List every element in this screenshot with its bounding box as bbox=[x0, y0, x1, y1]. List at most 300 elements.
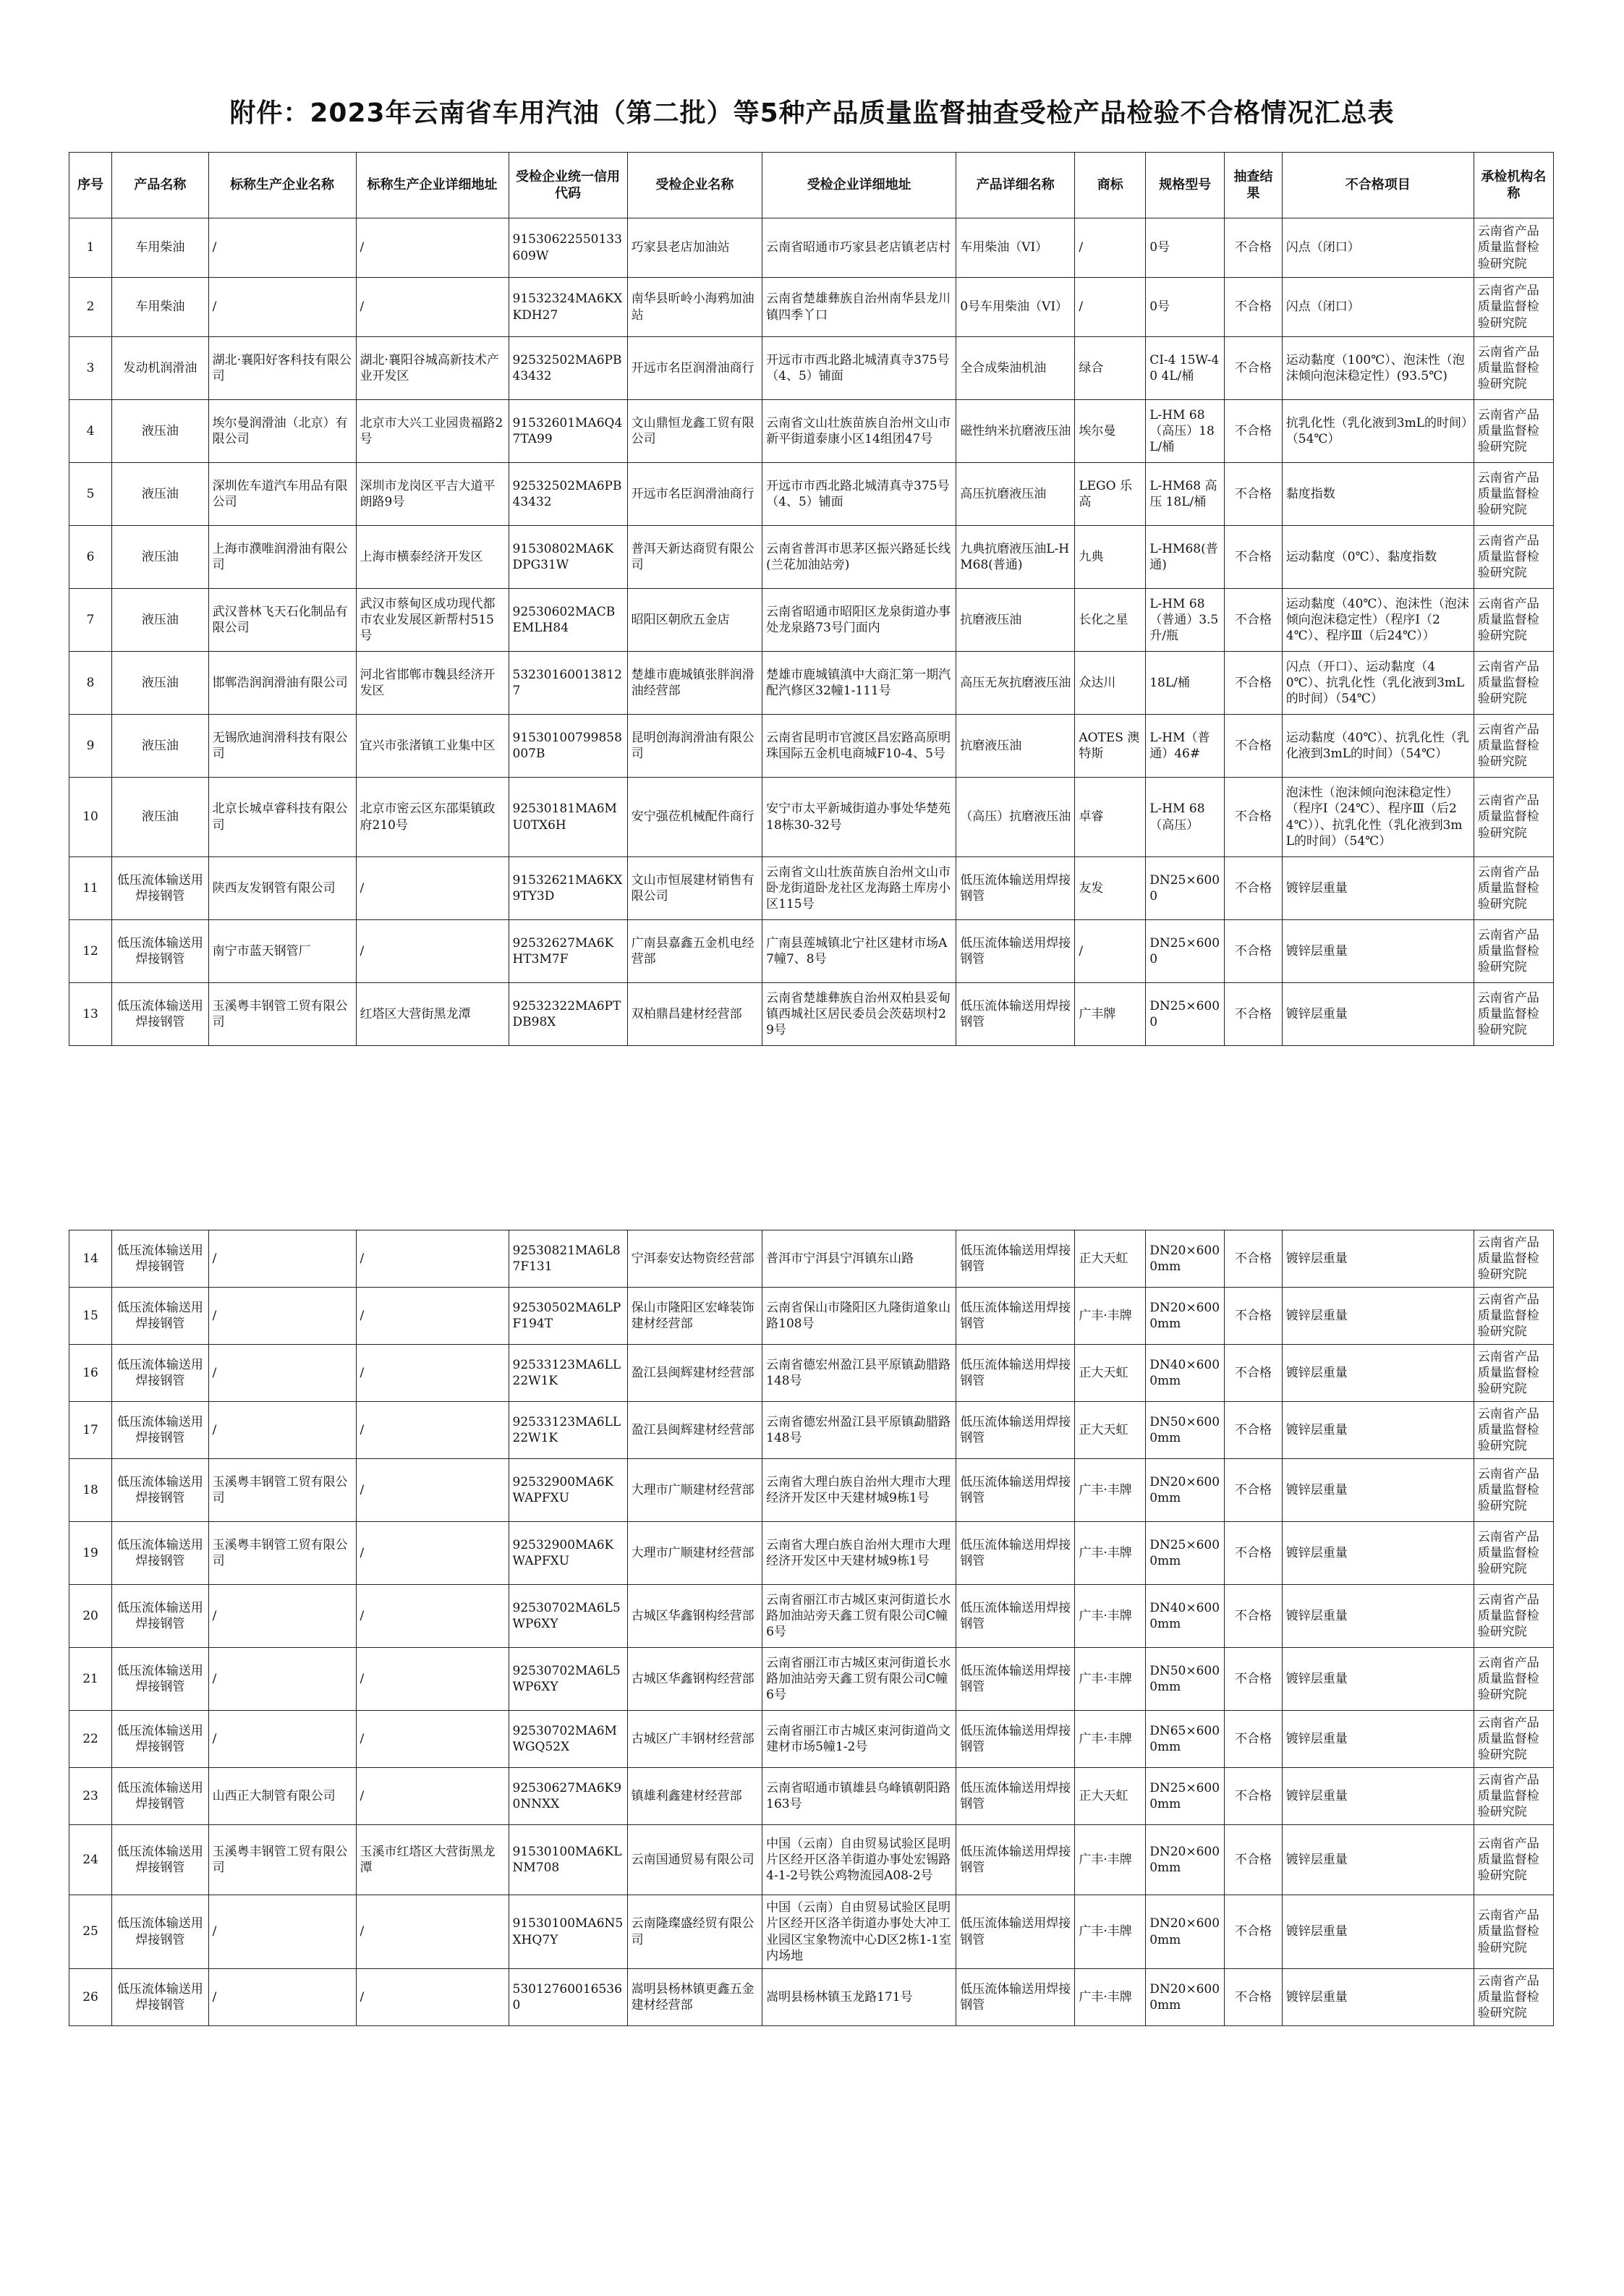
table-row bbox=[69, 1648, 1554, 1711]
cell-product-name: 液压油 bbox=[112, 526, 209, 589]
table-row bbox=[69, 1969, 1554, 2026]
cell-trademark: 广丰·丰牌 bbox=[1075, 1711, 1146, 1768]
cell-company-address: 云南省丽江市古城区束河街道长水路加油站旁天鑫工贸有限公司C幢6号 bbox=[762, 1648, 956, 1711]
cell-result: 不合格 bbox=[1225, 463, 1283, 526]
cell-manufacturer-address: 宜兴市张渚镇工业集中区 bbox=[356, 715, 509, 778]
cell-trademark: 广丰·丰牌 bbox=[1075, 1648, 1146, 1711]
cell-spec-model: DN25×6000mm bbox=[1146, 1768, 1225, 1825]
cell-product-name: 低压流体输送用焊接钢管 bbox=[112, 983, 209, 1046]
table-row bbox=[69, 526, 1554, 589]
cell-manufacturer-address: / bbox=[356, 1402, 509, 1459]
cell-trademark: 正大天虹 bbox=[1075, 1230, 1146, 1288]
cell-inspection-agency: 云南省产品质量监督检验研究院 bbox=[1474, 589, 1553, 652]
cell-seq: 23 bbox=[69, 1768, 112, 1825]
cell-company-address: 楚雄市鹿城镇滇中大商汇第一期汽配汽修区32幢1-111号 bbox=[762, 652, 956, 715]
cell-trademark: 绿合 bbox=[1075, 337, 1146, 400]
cell-trademark: 广丰·丰牌 bbox=[1075, 1585, 1146, 1648]
cell-product-detail-name: 低压流体输送用焊接钢管 bbox=[956, 1230, 1075, 1288]
cell-product-detail-name: （高压）抗磨液压油 bbox=[956, 778, 1075, 857]
cell-seq: 11 bbox=[69, 857, 112, 920]
cell-failed-items: 镀锌层重量 bbox=[1282, 983, 1474, 1046]
cell-result: 不合格 bbox=[1225, 1402, 1283, 1459]
cell-result: 不合格 bbox=[1225, 1459, 1283, 1522]
cell-result: 不合格 bbox=[1225, 652, 1283, 715]
cell-company-address: 开远市市西北路北城清真寺375号（4、5）铺面 bbox=[762, 463, 956, 526]
cell-company-address: 云南省普洱市思茅区振兴路延长线(兰花加油站旁) bbox=[762, 526, 956, 589]
cell-result: 不合格 bbox=[1225, 526, 1283, 589]
cell-inspection-agency: 云南省产品质量监督检验研究院 bbox=[1474, 1459, 1553, 1522]
cell-seq: 12 bbox=[69, 920, 112, 983]
table-row bbox=[69, 652, 1554, 715]
cell-inspected-company: 保山市隆阳区宏峰装饰建材经营部 bbox=[627, 1288, 762, 1345]
cell-inspected-company: 开远市名臣润滑油商行 bbox=[627, 463, 762, 526]
cell-nominal-manufacturer: / bbox=[208, 1895, 356, 1969]
table-row bbox=[69, 589, 1554, 652]
cell-failed-items: 镀锌层重量 bbox=[1282, 920, 1474, 983]
cell-nominal-manufacturer: 邯郸浩润润滑油有限公司 bbox=[208, 652, 356, 715]
cell-trademark: 广丰·丰牌 bbox=[1075, 1459, 1146, 1522]
cell-credit-code: 530127600165360 bbox=[509, 1969, 627, 2026]
cell-product-name: 车用柴油 bbox=[112, 218, 209, 278]
cell-product-name: 低压流体输送用焊接钢管 bbox=[112, 920, 209, 983]
cell-credit-code: 91530100MA6KLNM708 bbox=[509, 1825, 627, 1895]
cell-spec-model: DN20×6000mm bbox=[1146, 1969, 1225, 2026]
cell-inspection-agency: 云南省产品质量监督检验研究院 bbox=[1474, 1825, 1553, 1895]
cell-failed-items: 镀锌层重量 bbox=[1282, 1768, 1474, 1825]
cell-nominal-manufacturer: / bbox=[208, 1345, 356, 1402]
cell-nominal-manufacturer: / bbox=[208, 218, 356, 278]
cell-product-detail-name: 低压流体输送用焊接钢管 bbox=[956, 1648, 1075, 1711]
cell-nominal-manufacturer: / bbox=[208, 1402, 356, 1459]
cell-product-detail-name: 低压流体输送用焊接钢管 bbox=[956, 1825, 1075, 1895]
cell-credit-code: 92530602MACBEMLH84 bbox=[509, 589, 627, 652]
cell-inspection-agency: 云南省产品质量监督检验研究院 bbox=[1474, 278, 1553, 337]
cell-product-name: 低压流体输送用焊接钢管 bbox=[112, 1969, 209, 2026]
cell-credit-code: 92533123MA6LL22W1K bbox=[509, 1345, 627, 1402]
cell-result: 不合格 bbox=[1225, 1522, 1283, 1585]
cell-trademark: LEGO 乐高 bbox=[1075, 463, 1146, 526]
cell-failed-items: 镀锌层重量 bbox=[1282, 1402, 1474, 1459]
cell-seq: 5 bbox=[69, 463, 112, 526]
cell-trademark: 众达川 bbox=[1075, 652, 1146, 715]
header-nominal-manufacturer: 标称生产企业名称 bbox=[208, 153, 356, 218]
cell-company-address: 云南省昭通市镇雄县乌峰镇朝阳路163号 bbox=[762, 1768, 956, 1825]
cell-product-detail-name: 低压流体输送用焊接钢管 bbox=[956, 983, 1075, 1046]
cell-failed-items: 镀锌层重量 bbox=[1282, 1711, 1474, 1768]
cell-failed-items: 镀锌层重量 bbox=[1282, 1522, 1474, 1585]
cell-trademark: 长化之星 bbox=[1075, 589, 1146, 652]
cell-manufacturer-address: / bbox=[356, 278, 509, 337]
cell-manufacturer-address: 北京市大兴工业园贵福路2号 bbox=[356, 400, 509, 463]
cell-credit-code: 92530702MA6L5WP6XY bbox=[509, 1648, 627, 1711]
cell-spec-model: DN25×6000 bbox=[1146, 857, 1225, 920]
cell-seq: 13 bbox=[69, 983, 112, 1046]
cell-spec-model: DN40×6000mm bbox=[1146, 1345, 1225, 1402]
cell-company-address: 云南省文山壮族苗族自治州文山市卧龙街道卧龙社区龙海路土库房小区115号 bbox=[762, 857, 956, 920]
table-row bbox=[69, 1288, 1554, 1345]
cell-product-name: 液压油 bbox=[112, 715, 209, 778]
cell-company-address: 安宁市太平新城街道办事处华楚苑18栋30-32号 bbox=[762, 778, 956, 857]
table-row bbox=[69, 715, 1554, 778]
cell-nominal-manufacturer: / bbox=[208, 1288, 356, 1345]
cell-inspected-company: 宁洱泰安达物资经营部 bbox=[627, 1230, 762, 1288]
cell-seq: 18 bbox=[69, 1459, 112, 1522]
cell-result: 不合格 bbox=[1225, 278, 1283, 337]
table-row bbox=[69, 778, 1554, 857]
cell-inspected-company: 文山市恒展建材销售有限公司 bbox=[627, 857, 762, 920]
cell-product-detail-name: 抗磨液压油 bbox=[956, 715, 1075, 778]
cell-spec-model: 0号 bbox=[1146, 278, 1225, 337]
cell-inspection-agency: 云南省产品质量监督检验研究院 bbox=[1474, 983, 1553, 1046]
cell-failed-items: 镀锌层重量 bbox=[1282, 1345, 1474, 1402]
cell-spec-model: L-HM68 高压 18L/桶 bbox=[1146, 463, 1225, 526]
cell-inspection-agency: 云南省产品质量监督检验研究院 bbox=[1474, 400, 1553, 463]
cell-product-detail-name: 低压流体输送用焊接钢管 bbox=[956, 1288, 1075, 1345]
inspection-table-page-2 bbox=[69, 1230, 1554, 2026]
cell-product-detail-name: 九典抗磨液压油L-HM68(普通) bbox=[956, 526, 1075, 589]
cell-inspected-company: 楚雄市鹿城镇张胖润滑油经营部 bbox=[627, 652, 762, 715]
table-row bbox=[69, 218, 1554, 278]
cell-product-detail-name: 全合成柴油机油 bbox=[956, 337, 1075, 400]
cell-company-address: 云南省楚雄彝族自治州双柏县妥甸镇西城社区居民委员会茨菇坝村29号 bbox=[762, 983, 956, 1046]
cell-manufacturer-address: / bbox=[356, 857, 509, 920]
cell-company-address: 云南省昭通市昭阳区龙泉街道办事处龙泉路73号门面内 bbox=[762, 589, 956, 652]
cell-result: 不合格 bbox=[1225, 1825, 1283, 1895]
cell-result: 不合格 bbox=[1225, 1345, 1283, 1402]
cell-nominal-manufacturer: / bbox=[208, 1585, 356, 1648]
table-row bbox=[69, 1459, 1554, 1522]
header-seq: 序号 bbox=[69, 153, 112, 218]
cell-spec-model: DN65×6000mm bbox=[1146, 1711, 1225, 1768]
cell-spec-model: DN50×6000mm bbox=[1146, 1402, 1225, 1459]
table-row bbox=[69, 1895, 1554, 1969]
cell-nominal-manufacturer: 无锡欣迪润滑科技有限公司 bbox=[208, 715, 356, 778]
cell-inspected-company: 昆明创海润滑油有限公司 bbox=[627, 715, 762, 778]
cell-trademark: 广丰·丰牌 bbox=[1075, 1825, 1146, 1895]
cell-seq: 10 bbox=[69, 778, 112, 857]
cell-nominal-manufacturer: 南宁市蓝天钢管厂 bbox=[208, 920, 356, 983]
cell-product-detail-name: 磁性纳米抗磨液压油 bbox=[956, 400, 1075, 463]
cell-result: 不合格 bbox=[1225, 400, 1283, 463]
cell-credit-code: 91532621MA6KX9TY3D bbox=[509, 857, 627, 920]
cell-spec-model: L-HM 68（高压） bbox=[1146, 778, 1225, 857]
cell-spec-model: DN25×6000 bbox=[1146, 920, 1225, 983]
cell-product-name: 低压流体输送用焊接钢管 bbox=[112, 1825, 209, 1895]
cell-manufacturer-address: 武汉市蔡甸区成功现代都市农业发展区新帮村515号 bbox=[356, 589, 509, 652]
table-row bbox=[69, 1768, 1554, 1825]
cell-inspection-agency: 云南省产品质量监督检验研究院 bbox=[1474, 920, 1553, 983]
cell-product-detail-name: 低压流体输送用焊接钢管 bbox=[956, 1402, 1075, 1459]
cell-manufacturer-address: / bbox=[356, 1459, 509, 1522]
cell-spec-model: L-HM 68（高压）18L/桶 bbox=[1146, 400, 1225, 463]
header-credit-code: 受检企业统一信用代码 bbox=[509, 153, 627, 218]
cell-product-detail-name: 0号车用柴油（VI） bbox=[956, 278, 1075, 337]
cell-trademark: / bbox=[1075, 920, 1146, 983]
cell-product-name: 低压流体输送用焊接钢管 bbox=[112, 1522, 209, 1585]
cell-inspected-company: 古城区广丰钢材经营部 bbox=[627, 1711, 762, 1768]
cell-nominal-manufacturer: / bbox=[208, 1230, 356, 1288]
cell-product-detail-name: 低压流体输送用焊接钢管 bbox=[956, 920, 1075, 983]
cell-credit-code: 532301600138127 bbox=[509, 652, 627, 715]
cell-result: 不合格 bbox=[1225, 1768, 1283, 1825]
cell-company-address: 云南省昆明市官渡区昌宏路高原明珠国际五金机电商城F10-4、5号 bbox=[762, 715, 956, 778]
cell-failed-items: 闪点（闭口） bbox=[1282, 278, 1474, 337]
cell-company-address: 开远市市西北路北城清真寺375号（4、5）铺面 bbox=[762, 337, 956, 400]
cell-nominal-manufacturer: 陕西友发钢管有限公司 bbox=[208, 857, 356, 920]
cell-product-detail-name: 低压流体输送用焊接钢管 bbox=[956, 1768, 1075, 1825]
cell-product-name: 低压流体输送用焊接钢管 bbox=[112, 1895, 209, 1969]
cell-trademark: 广丰·丰牌 bbox=[1075, 1522, 1146, 1585]
cell-company-address: 云南省昭通市巧家县老店镇老店村 bbox=[762, 218, 956, 278]
cell-company-address: 云南省丽江市古城区束河街道长水路加油站旁天鑫工贸有限公司C幢6号 bbox=[762, 1585, 956, 1648]
cell-result: 不合格 bbox=[1225, 337, 1283, 400]
header-manufacturer-address: 标称生产企业详细地址 bbox=[356, 153, 509, 218]
header-failed-items: 不合格项目 bbox=[1282, 153, 1474, 218]
cell-trademark: / bbox=[1075, 218, 1146, 278]
cell-spec-model: DN20×6000mm bbox=[1146, 1895, 1225, 1969]
cell-failed-items: 镀锌层重量 bbox=[1282, 1825, 1474, 1895]
cell-inspected-company: 盈江县闽辉建材经营部 bbox=[627, 1345, 762, 1402]
cell-credit-code: 92530821MA6L87F131 bbox=[509, 1230, 627, 1288]
cell-company-address: 中国（云南）自由贸易试验区昆明片区经开区洛羊街道办事处宏锡路4-1-2号铁公鸡物流园A08-2号 bbox=[762, 1825, 956, 1895]
cell-seq: 9 bbox=[69, 715, 112, 778]
cell-credit-code: 92532322MA6PTDB98X bbox=[509, 983, 627, 1046]
cell-product-detail-name: 低压流体输送用焊接钢管 bbox=[956, 857, 1075, 920]
cell-inspected-company: 盈江县闽辉建材经营部 bbox=[627, 1402, 762, 1459]
cell-inspected-company: 安宁强莅机械配件商行 bbox=[627, 778, 762, 857]
cell-result: 不合格 bbox=[1225, 218, 1283, 278]
cell-credit-code: 91530100MA6N5XHQ7Y bbox=[509, 1895, 627, 1969]
cell-inspected-company: 文山鼎恒龙鑫工贸有限公司 bbox=[627, 400, 762, 463]
cell-product-name: 低压流体输送用焊接钢管 bbox=[112, 1585, 209, 1648]
cell-manufacturer-address: / bbox=[356, 1345, 509, 1402]
cell-seq: 24 bbox=[69, 1825, 112, 1895]
cell-inspection-agency: 云南省产品质量监督检验研究院 bbox=[1474, 1768, 1553, 1825]
cell-seq: 17 bbox=[69, 1402, 112, 1459]
cell-inspected-company: 大理市广顺建材经营部 bbox=[627, 1459, 762, 1522]
cell-company-address: 云南省大理白族自治州大理市大理经济开发区中天建材城9栋1号 bbox=[762, 1522, 956, 1585]
cell-nominal-manufacturer: 山西正大制管有限公司 bbox=[208, 1768, 356, 1825]
cell-manufacturer-address: / bbox=[356, 1585, 509, 1648]
cell-result: 不合格 bbox=[1225, 983, 1283, 1046]
cell-manufacturer-address: / bbox=[356, 1895, 509, 1969]
document-title: 附件：2023年云南省车用汽油（第二批）等5种产品质量监督抽查受检产品检验不合格情况汇总表 bbox=[229, 98, 1395, 128]
cell-product-name: 低压流体输送用焊接钢管 bbox=[112, 1345, 209, 1402]
table-row bbox=[69, 278, 1554, 337]
cell-seq: 19 bbox=[69, 1522, 112, 1585]
cell-trademark: / bbox=[1075, 278, 1146, 337]
cell-credit-code: 91532601MA6Q47TA99 bbox=[509, 400, 627, 463]
table-row bbox=[69, 1711, 1554, 1768]
cell-product-name: 低压流体输送用焊接钢管 bbox=[112, 857, 209, 920]
cell-failed-items: 镀锌层重量 bbox=[1282, 1459, 1474, 1522]
cell-credit-code: 92532502MA6PB43432 bbox=[509, 463, 627, 526]
cell-result: 不合格 bbox=[1225, 778, 1283, 857]
cell-inspected-company: 古城区华鑫钢构经营部 bbox=[627, 1648, 762, 1711]
cell-company-address: 云南省保山市隆阳区九隆街道象山路108号 bbox=[762, 1288, 956, 1345]
cell-inspection-agency: 云南省产品质量监督检验研究院 bbox=[1474, 337, 1553, 400]
cell-seq: 26 bbox=[69, 1969, 112, 2026]
cell-credit-code: 92532900MA6KWAPFXU bbox=[509, 1459, 627, 1522]
cell-product-name: 低压流体输送用焊接钢管 bbox=[112, 1768, 209, 1825]
cell-inspected-company: 云南隆璨盛经贸有限公司 bbox=[627, 1895, 762, 1969]
cell-credit-code: 91532324MA6KXKDH27 bbox=[509, 278, 627, 337]
cell-failed-items: 运动黏度（40℃）、抗乳化性（乳化液到3mL的时间）（54℃） bbox=[1282, 715, 1474, 778]
cell-product-name: 低压流体输送用焊接钢管 bbox=[112, 1459, 209, 1522]
cell-result: 不合格 bbox=[1225, 589, 1283, 652]
cell-seq: 20 bbox=[69, 1585, 112, 1648]
cell-seq: 15 bbox=[69, 1288, 112, 1345]
cell-trademark: 广丰·丰牌 bbox=[1075, 1288, 1146, 1345]
cell-manufacturer-address: / bbox=[356, 1969, 509, 2026]
cell-result: 不合格 bbox=[1225, 920, 1283, 983]
header-result: 抽查结果 bbox=[1225, 153, 1283, 218]
cell-seq: 16 bbox=[69, 1345, 112, 1402]
cell-inspected-company: 开远市名臣润滑油商行 bbox=[627, 337, 762, 400]
cell-manufacturer-address: 北京市密云区东邵渠镇政府210号 bbox=[356, 778, 509, 857]
cell-nominal-manufacturer: 玉溪粤丰钢管工贸有限公司 bbox=[208, 1825, 356, 1895]
cell-manufacturer-address: 红塔区大营街黑龙潭 bbox=[356, 983, 509, 1046]
cell-inspection-agency: 云南省产品质量监督检验研究院 bbox=[1474, 1969, 1553, 2026]
cell-failed-items: 闪点（开口）、运动黏度（40℃）、抗乳化性（乳化液到3mL的时间）（54℃） bbox=[1282, 652, 1474, 715]
cell-manufacturer-address: / bbox=[356, 1768, 509, 1825]
cell-manufacturer-address: 深圳市龙岗区平吉大道平朗路9号 bbox=[356, 463, 509, 526]
cell-product-name: 低压流体输送用焊接钢管 bbox=[112, 1648, 209, 1711]
cell-inspection-agency: 云南省产品质量监督检验研究院 bbox=[1474, 1711, 1553, 1768]
cell-trademark: 友发 bbox=[1075, 857, 1146, 920]
cell-manufacturer-address: / bbox=[356, 1288, 509, 1345]
cell-spec-model: 18L/桶 bbox=[1146, 652, 1225, 715]
cell-spec-model: DN20×6000mm bbox=[1146, 1230, 1225, 1288]
header-company-address: 受检企业详细地址 bbox=[762, 153, 956, 218]
cell-credit-code: 92532627MA6KHT3M7F bbox=[509, 920, 627, 983]
cell-credit-code: 92532502MA6PB43432 bbox=[509, 337, 627, 400]
cell-credit-code: 91530622550133609W bbox=[509, 218, 627, 278]
cell-product-name: 低压流体输送用焊接钢管 bbox=[112, 1230, 209, 1288]
cell-trademark: 卓睿 bbox=[1075, 778, 1146, 857]
cell-inspected-company: 巧家县老店加油站 bbox=[627, 218, 762, 278]
cell-product-name: 液压油 bbox=[112, 589, 209, 652]
cell-failed-items: 运动黏度（0℃）、黏度指数 bbox=[1282, 526, 1474, 589]
cell-trademark: AOTES 澳特斯 bbox=[1075, 715, 1146, 778]
cell-seq: 1 bbox=[69, 218, 112, 278]
cell-spec-model: CI-4 15W-40 4L/桶 bbox=[1146, 337, 1225, 400]
cell-nominal-manufacturer: 上海市濮唯润滑油有限公司 bbox=[208, 526, 356, 589]
cell-result: 不合格 bbox=[1225, 1711, 1283, 1768]
cell-manufacturer-address: / bbox=[356, 1648, 509, 1711]
cell-nominal-manufacturer: / bbox=[208, 1648, 356, 1711]
cell-credit-code: 91530802MA6KDPG31W bbox=[509, 526, 627, 589]
table-row bbox=[69, 983, 1554, 1046]
cell-credit-code: 92532900MA6KWAPFXU bbox=[509, 1522, 627, 1585]
cell-seq: 7 bbox=[69, 589, 112, 652]
cell-product-detail-name: 高压无灰抗磨液压油 bbox=[956, 652, 1075, 715]
cell-product-detail-name: 低压流体输送用焊接钢管 bbox=[956, 1459, 1075, 1522]
table-row bbox=[69, 1585, 1554, 1648]
cell-failed-items: 镀锌层重量 bbox=[1282, 1585, 1474, 1648]
cell-nominal-manufacturer: 埃尔曼润滑油（北京）有限公司 bbox=[208, 400, 356, 463]
cell-failed-items: 闪点（闭口） bbox=[1282, 218, 1474, 278]
cell-seq: 14 bbox=[69, 1230, 112, 1288]
cell-company-address: 普洱市宁洱县宁洱镇东山路 bbox=[762, 1230, 956, 1288]
cell-inspected-company: 镇雄利鑫建材经营部 bbox=[627, 1768, 762, 1825]
cell-product-name: 低压流体输送用焊接钢管 bbox=[112, 1711, 209, 1768]
header-trademark: 商标 bbox=[1075, 153, 1146, 218]
inspection-table-page-1 bbox=[69, 152, 1554, 1046]
cell-nominal-manufacturer: 武汉普林飞天石化制品有限公司 bbox=[208, 589, 356, 652]
cell-product-name: 低压流体输送用焊接钢管 bbox=[112, 1288, 209, 1345]
table-row bbox=[69, 337, 1554, 400]
table-row bbox=[69, 857, 1554, 920]
cell-product-name: 低压流体输送用焊接钢管 bbox=[112, 1402, 209, 1459]
cell-result: 不合格 bbox=[1225, 1895, 1283, 1969]
cell-seq: 6 bbox=[69, 526, 112, 589]
cell-credit-code: 92533123MA6LL22W1K bbox=[509, 1402, 627, 1459]
cell-credit-code: 92530181MA6MU0TX6H bbox=[509, 778, 627, 857]
cell-inspection-agency: 云南省产品质量监督检验研究院 bbox=[1474, 1288, 1553, 1345]
cell-inspected-company: 昭阳区朝欣五金店 bbox=[627, 589, 762, 652]
cell-nominal-manufacturer: 湖北·襄阳好客科技有限公司 bbox=[208, 337, 356, 400]
cell-nominal-manufacturer: / bbox=[208, 1711, 356, 1768]
cell-credit-code: 92530702MA6L5WP6XY bbox=[509, 1585, 627, 1648]
header-product-detail-name: 产品详细名称 bbox=[956, 153, 1075, 218]
cell-inspection-agency: 云南省产品质量监督检验研究院 bbox=[1474, 1585, 1553, 1648]
cell-product-detail-name: 低压流体输送用焊接钢管 bbox=[956, 1522, 1075, 1585]
cell-company-address: 云南省大理白族自治州大理市大理经济开发区中天建材城9栋1号 bbox=[762, 1459, 956, 1522]
cell-result: 不合格 bbox=[1225, 1648, 1283, 1711]
cell-inspection-agency: 云南省产品质量监督检验研究院 bbox=[1474, 1522, 1553, 1585]
cell-seq: 21 bbox=[69, 1648, 112, 1711]
cell-result: 不合格 bbox=[1225, 715, 1283, 778]
header-inspection-agency: 承检机构名称 bbox=[1474, 153, 1553, 218]
cell-trademark: 正大天虹 bbox=[1075, 1402, 1146, 1459]
cell-manufacturer-address: / bbox=[356, 1522, 509, 1585]
cell-inspection-agency: 云南省产品质量监督检验研究院 bbox=[1474, 1230, 1553, 1288]
cell-trademark: 正大天虹 bbox=[1075, 1768, 1146, 1825]
cell-inspection-agency: 云南省产品质量监督检验研究院 bbox=[1474, 1895, 1553, 1969]
table-row bbox=[69, 1230, 1554, 1288]
cell-inspection-agency: 云南省产品质量监督检验研究院 bbox=[1474, 857, 1553, 920]
cell-inspection-agency: 云南省产品质量监督检验研究院 bbox=[1474, 652, 1553, 715]
cell-failed-items: 黏度指数 bbox=[1282, 463, 1474, 526]
cell-spec-model: 0号 bbox=[1146, 218, 1225, 278]
cell-seq: 22 bbox=[69, 1711, 112, 1768]
cell-credit-code: 92530702MA6MWGQ52X bbox=[509, 1711, 627, 1768]
cell-inspected-company: 古城区华鑫钢构经营部 bbox=[627, 1585, 762, 1648]
cell-failed-items: 镀锌层重量 bbox=[1282, 1895, 1474, 1969]
header-inspected-company: 受检企业名称 bbox=[627, 153, 762, 218]
cell-inspection-agency: 云南省产品质量监督检验研究院 bbox=[1474, 218, 1553, 278]
cell-trademark: 广丰·丰牌 bbox=[1075, 1895, 1146, 1969]
cell-product-name: 液压油 bbox=[112, 778, 209, 857]
cell-result: 不合格 bbox=[1225, 1288, 1283, 1345]
cell-spec-model: DN25×6000 bbox=[1146, 983, 1225, 1046]
cell-spec-model: DN40×6000mm bbox=[1146, 1585, 1225, 1648]
cell-manufacturer-address: 玉溪市红塔区大营街黑龙潭 bbox=[356, 1825, 509, 1895]
table-row bbox=[69, 400, 1554, 463]
cell-trademark: 埃尔曼 bbox=[1075, 400, 1146, 463]
cell-spec-model: DN20×6000mm bbox=[1146, 1459, 1225, 1522]
cell-manufacturer-address: / bbox=[356, 1711, 509, 1768]
cell-product-detail-name: 高压抗磨液压油 bbox=[956, 463, 1075, 526]
cell-credit-code: 92530627MA6K90NNXX bbox=[509, 1768, 627, 1825]
cell-trademark: 正大天虹 bbox=[1075, 1345, 1146, 1402]
cell-result: 不合格 bbox=[1225, 857, 1283, 920]
cell-product-name: 发动机润滑油 bbox=[112, 337, 209, 400]
cell-result: 不合格 bbox=[1225, 1585, 1283, 1648]
table-row bbox=[69, 1522, 1554, 1585]
cell-spec-model: L-HM（普通）46# bbox=[1146, 715, 1225, 778]
